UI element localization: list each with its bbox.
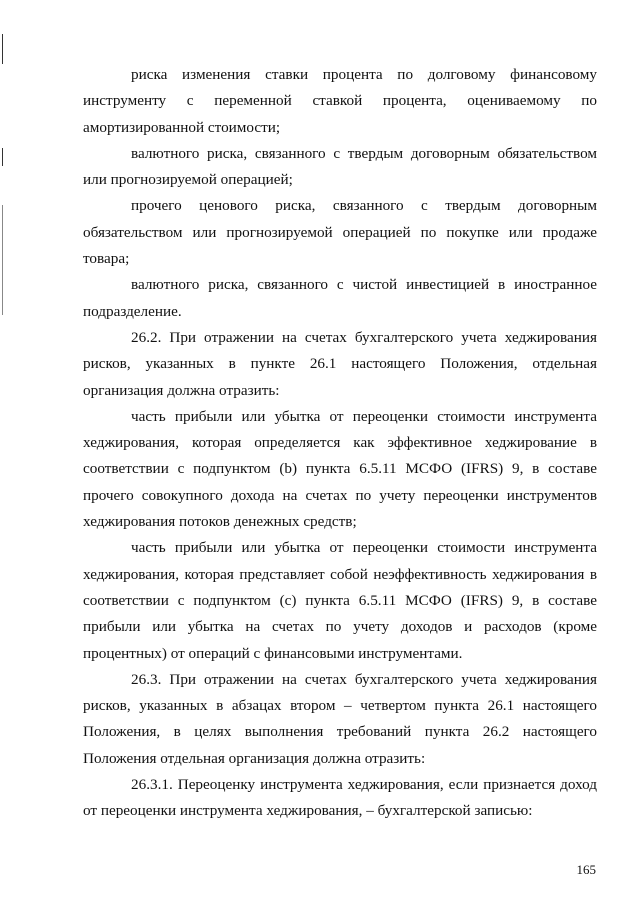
page-number: 165	[576, 862, 596, 877]
paragraph: прочего ценового риска, связанного с твердым договорным обязательством или прогнозируемой операцией по покупке или продаже товара;	[83, 197, 597, 268]
paragraph: часть прибыли или убытка от переоценки стоимости инструмента хеджирования, которая определяется как эффективное хеджирование в соответствии с подпунктом (b) пункта 6.5.11 МСФО (IFRS) 9, в составе прочего совокупного дохода на счетах по учету переоценки инструментов хеджирования потоков денежных средств;	[83, 407, 597, 531]
paragraph: валютного риска, связанного с твердым договорным обязательством или прогнозируемой операцией;	[83, 144, 597, 189]
paragraph: 26.3. При отражении на счетах бухгалтерского учета хеджирования рисков, указанных в абзацах втором – четвертом пункта 26.1 настоящего Положения, в целях выполнения требований пункта 26.2 настоящего Положения отдельная организация должна отразить:	[83, 670, 597, 767]
page-body	[83, 62, 597, 825]
paragraph: часть прибыли или убытка от переоценки стоимости инструмента хеджирования, которая представляет собой неэффективность хеджирования в соответствии с подпунктом (c) пункта 6.5.11 МСФО (IFRS) 9, в составе прибыли или убытка на счетах по учету доходов и расходов (кроме процентных) от операций с финансовыми инструментами.	[83, 539, 597, 662]
scan-margin-mark	[2, 148, 3, 166]
paragraph: 26.2. При отражении на счетах бухгалтерского учета хеджирования рисков, указанных в пункте 26.1 настоящего Положения, отдельная организация должна отразить:	[83, 328, 597, 399]
scan-margin-mark	[2, 34, 3, 64]
paragraph: 26.3.1. Переоценку инструмента хеджирования, если признается доход от переоценки инструмента хеджирования, – бухгалтерской записью:	[83, 776, 597, 820]
paragraph: валютного риска, связанного с чистой инвестицией в иностранное подразделение.	[83, 276, 597, 320]
scan-margin-mark	[2, 205, 3, 315]
paragraph: риска изменения ставки процента по долговому финансовому инструменту с переменной ставкой процента, оцениваемому по амортизированной стоимости;	[83, 66, 597, 136]
